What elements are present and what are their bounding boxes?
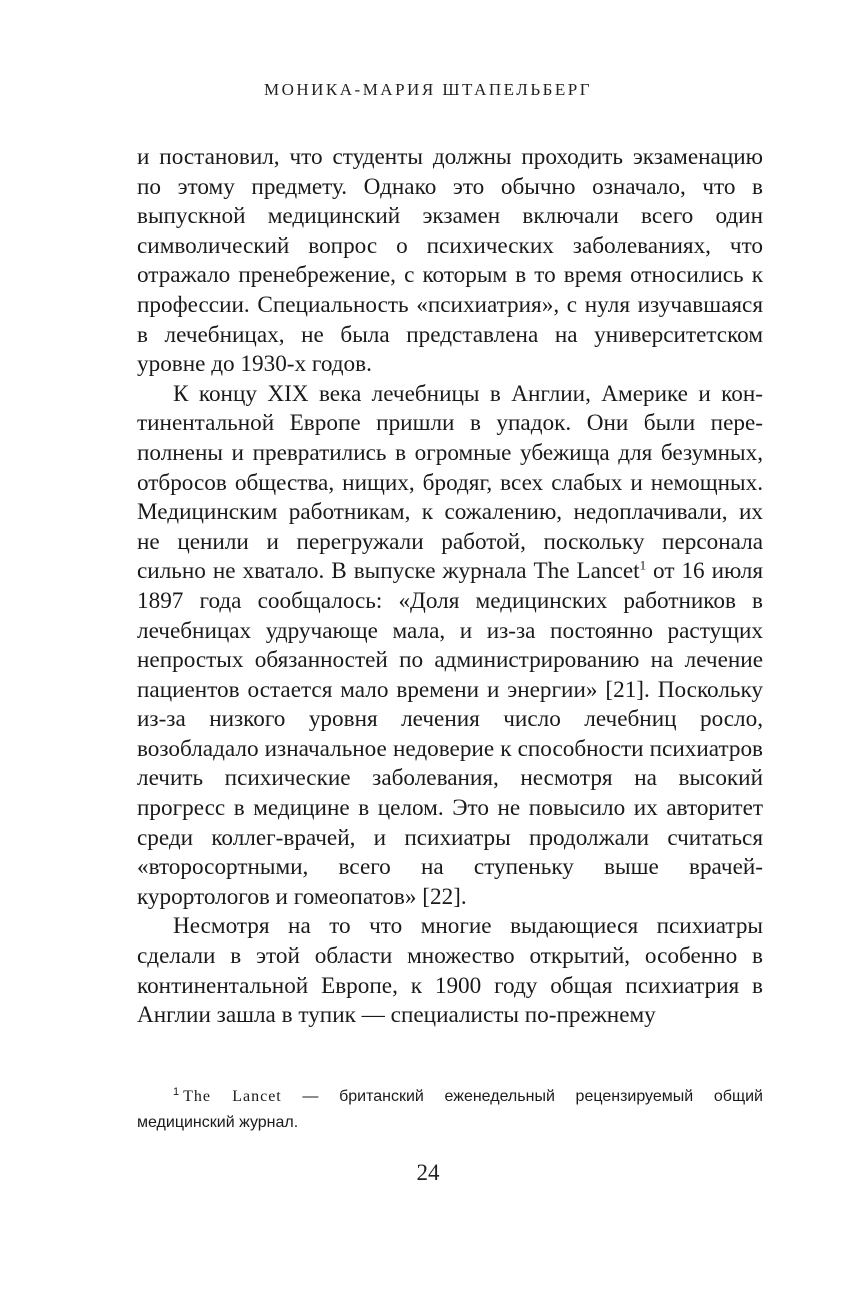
footnote xyxy=(137,1084,763,1136)
page-number: 24 xyxy=(416,1160,440,1185)
paragraph-2 xyxy=(137,380,763,913)
footnote-mark: 1 xyxy=(173,1085,180,1098)
running-head: МОНИКА-МАРИЯ ШТАПЕЛЬБЕРГ xyxy=(263,80,593,99)
paragraph-2-text-start: К концу XIX века лечебницы в Англии, Америке и континентальной Европе пришли в упадок. Они были переполнены и превратились в огромные убежища для безумных, отбросов общества, нищих, бродяг, всех слабых и немощных. Медицинским работникам, к сожалению, недоплачивали, их не ценили и перегружали работой, поскольку персонала сильно не хватало. В выпуске журнала The Lancet xyxy=(137,380,763,585)
body-text xyxy=(137,143,763,1031)
paragraph-2-text-end: от 16 июля 1897 года сообщалось: «Доля медицинских работников в лечебницах удручающе мала, и из-за постоянно растущих непростых обязанностей по администрированию на лечение пациентов остается мало времени и энергии» [21]. Поскольку из-за низкого уровня лечения число лечебниц росло, возобладало изначальное недоверие к способности психиатров лечить психические заболевания, несмотря на высокий прогресс в медицине в целом. Это не повысило их авторитет среди коллег-врачей, и психиатры продолжали считаться «второсортными, всего на ступеньку выше врачей-курортологов и гомеопатов» [22]. xyxy=(137,558,764,910)
paragraph-3: Несмотря на то что многие выдающиеся психиатры сделали в этой области множество открытий, особенно в континентальной Европе, к 1900 году общая психиатрия в Англии зашла в тупик — специалисты по-прежнему xyxy=(137,913,763,1029)
footnote-reference: 1 xyxy=(639,557,647,573)
footnote-text: — британский еженедельный рецензируемый общий медицинский журнал. xyxy=(137,1088,763,1131)
paragraph-1: и постановил, что студенты должны проходить экзаменацию по этому предмету. Однако это обычно означало, что в выпускной медицинский экзамен включали всего один символический вопрос о психических заболеваниях, что отражало пренебрежение, с которым в то время относились к профессии. Специальность «психиатрия», с нуля изучавшаяся в лечебницах, не была представлена на университетском уровне до 1930-х годов. xyxy=(137,144,763,378)
footnote-title: The Lancet xyxy=(183,1088,282,1105)
